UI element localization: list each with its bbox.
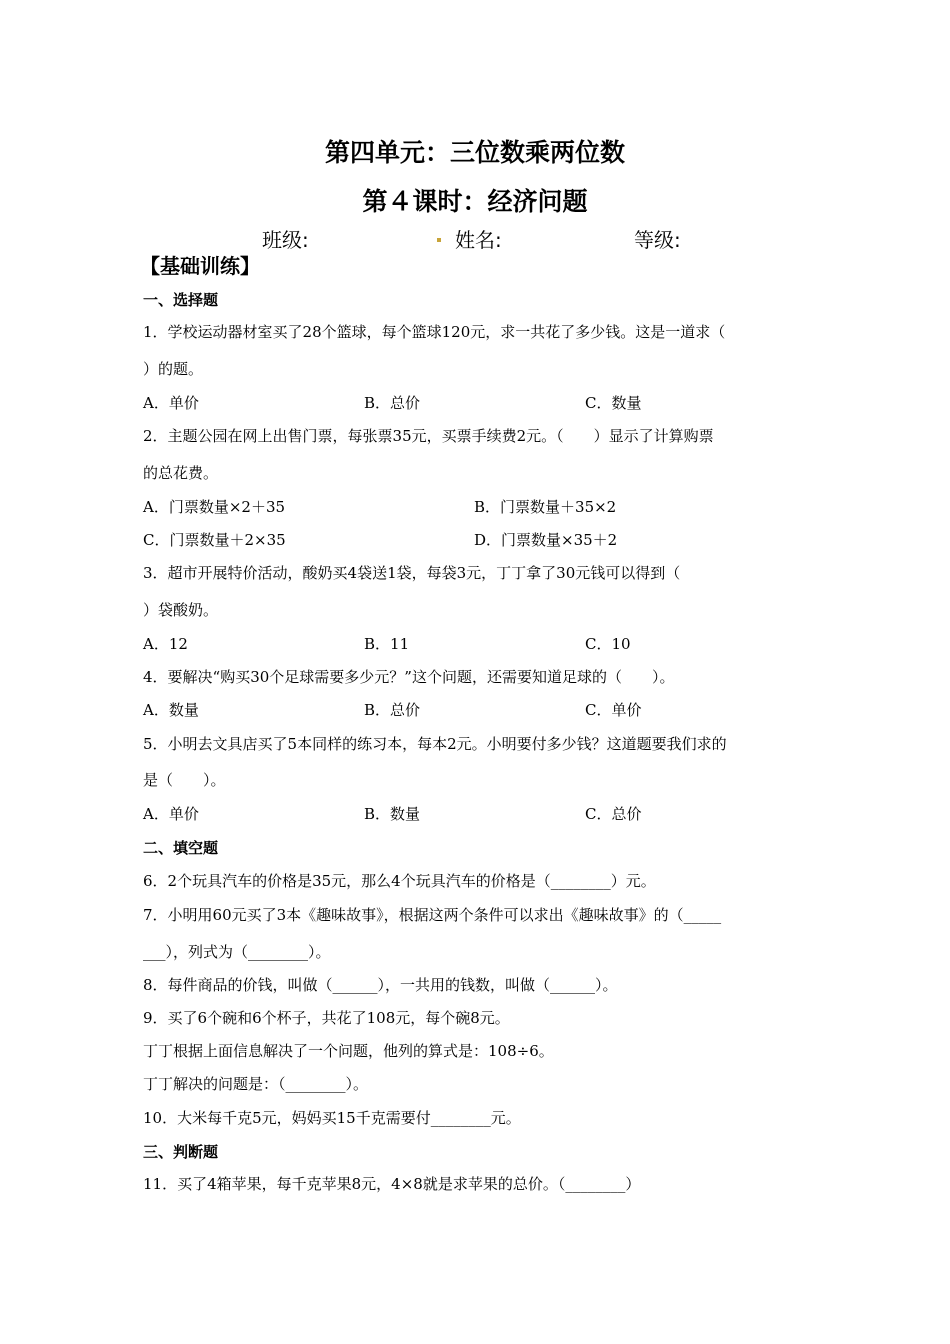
q2-option-d: D．门票数量×35＋2	[474, 531, 618, 549]
q1-option-c: C．数量	[585, 394, 642, 412]
q9-line1: 9．买了6个碗和6个杯子，共花了108元，每个碗8元。	[143, 1009, 510, 1027]
q7-line1: 7．小明用60元买了3本《趣味故事》，根据这两个条件可以求出《趣味故事》的（_____	[143, 906, 722, 924]
q3-line2: ）袋酸奶。	[143, 601, 219, 619]
section-choice: 一、选择题	[143, 291, 219, 309]
q1-line2: ）的题。	[143, 360, 204, 378]
q9-line3: 丁丁解决的问题是：（________）。	[143, 1075, 369, 1093]
q5-line2: 是（ ）。	[143, 771, 226, 789]
unit-title: 第四单元：三位数乘两位数	[324, 138, 625, 167]
q4-option-b: B．总价	[364, 701, 421, 719]
q4-option-c: C．单价	[585, 701, 642, 719]
q5-option-a: A．单价	[143, 805, 199, 823]
q3-option-c: C．10	[585, 635, 631, 653]
section-fill: 二、填空题	[143, 839, 219, 857]
q3-option-b: B．11	[364, 635, 410, 653]
q1-line1: 1．学校运动器材室买了28个篮球，每个篮球120元，求一共花了多少钱。这是一道求（	[143, 323, 726, 341]
q3-line1: 3．超市开展特价活动，酸奶买4袋送1袋，每袋3元，丁丁拿了30元钱可以得到（	[143, 564, 681, 582]
grade-label: 等级:	[634, 228, 681, 252]
q1-option-b: B．总价	[364, 394, 421, 412]
q8-line1: 8．每件商品的价钱，叫做（______），一共用的钱数，叫做（______）。	[143, 976, 618, 994]
section-basic-training: 【基础训练】	[140, 254, 260, 278]
q9-line2: 丁丁根据上面信息解决了一个问题，他列的算式是：108÷6。	[143, 1042, 554, 1060]
q10-line1: 10．大米每千克5元，妈妈买15千克需要付________元。	[143, 1109, 521, 1127]
q2-line2: 的总花费。	[143, 464, 219, 482]
q2-option-c: C．门票数量＋2×35	[143, 531, 286, 549]
q2-option-b: B．门票数量＋35×2	[474, 498, 617, 516]
section-judge: 三、判断题	[143, 1143, 219, 1161]
q1-option-a: A．单价	[143, 394, 199, 412]
q7-line2: ___），列式为（________）。	[143, 943, 331, 961]
q11-line1: 11．买了4箱苹果，每千克苹果8元，4×8就是求苹果的总价。（________）	[143, 1175, 641, 1193]
q4-line1: 4．要解决“购买30个足球需要多少元？”这个问题，还需要知道足球的（ ）。	[143, 668, 675, 686]
q5-option-b: B．数量	[364, 805, 421, 823]
name-label: 姓名:	[455, 228, 502, 252]
q5-option-c: C．总价	[585, 805, 642, 823]
q2-option-a: A．门票数量×2＋35	[143, 498, 286, 516]
q5-line1: 5．小明去文具店买了5本同样的练习本，每本2元。小明要付多少钱？这道题要我们求的	[143, 735, 727, 753]
class-label: 班级:	[262, 228, 309, 252]
decorative-dot	[437, 238, 441, 242]
q3-option-a: A．12	[143, 635, 188, 653]
q6-line1: 6．2个玩具汽车的价格是35元，那么4个玩具汽车的价格是（________）元。	[143, 872, 656, 890]
q4-option-a: A．数量	[143, 701, 199, 719]
q2-line1: 2．主题公园在网上出售门票，每张票35元，买票手续费2元。（ ）显示了计算购票	[143, 427, 714, 445]
lesson-title: 第４课时：经济问题	[362, 187, 588, 216]
